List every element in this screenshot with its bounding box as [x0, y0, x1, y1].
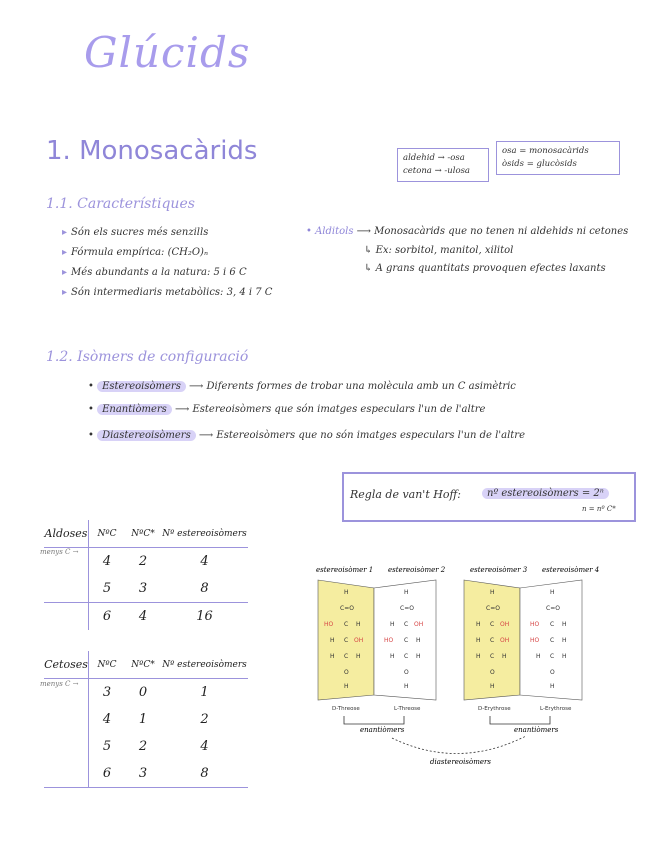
svg-text:H: H [356, 653, 361, 660]
stereo-label-1: estereoisòmer 1 [316, 566, 374, 574]
svg-text:H: H [390, 653, 395, 660]
column-header: NºC [89, 651, 126, 679]
section-heading-monosacarids: 1. Monosacàrids [46, 136, 258, 166]
definitions-box [496, 141, 620, 175]
definition-osids: òsids = glucòsids [502, 159, 577, 169]
table-header-row [44, 520, 248, 548]
svg-text:C: C [344, 621, 349, 628]
diastereo-arc [392, 736, 526, 754]
svg-text:H: H [502, 653, 507, 660]
svg-text:C: C [550, 653, 555, 660]
table-title: Aldoses [44, 520, 89, 548]
term-highlight: Estereoisòmers [97, 381, 186, 392]
svg-text:C=O: C=O [340, 605, 354, 612]
rule-label: Regla de van't Hoff: [350, 488, 461, 501]
rule-note: n = nº C* [582, 505, 616, 513]
svg-text:H: H [550, 589, 555, 596]
stereo-label-3: estereoisòmer 3 [470, 566, 528, 574]
name-d-threose: D-Threose [332, 706, 360, 712]
svg-text:HO: HO [530, 637, 540, 644]
alditols-effect: ↳ A grans quantitats provoquen efectes laxants [364, 263, 606, 274]
suffix-line-cetona: cetona → -ulosa [403, 166, 471, 176]
svg-text:C: C [550, 637, 555, 644]
subheading-isomers: 1.2. Isòmers de configuració [46, 349, 249, 365]
term-highlight: Diastereoisòmers [97, 430, 196, 441]
svg-text:H: H [476, 621, 481, 628]
subheading-caracteristiques: 1.1. Característiques [46, 196, 195, 212]
name-l-erythrose: L-Erythrose [540, 706, 572, 712]
svg-text:O: O [490, 669, 495, 676]
right-pair-label: enantiòmers [514, 726, 559, 734]
svg-text:H: H [562, 653, 567, 660]
alditols-label: Alditols [315, 226, 354, 237]
alditols-line: • Alditols ⟶ Monosacàrids que no tenen ni aldehids ni cetones [306, 226, 629, 237]
svg-text:H: H [536, 653, 541, 660]
right-pair-bracket [490, 716, 550, 724]
isomer-item: • Enantiòmers ⟶ Estereoisòmers que són imatges especulars l'un de l'altre [88, 404, 486, 415]
left-pair-bracket [344, 716, 404, 724]
svg-text:OH: OH [500, 621, 510, 628]
page-title: Glúcids [84, 28, 251, 77]
isomer-item: • Diastereoisòmers ⟶ Estereoisòmers que no són imatges especulars l'un de l'altre [88, 430, 525, 441]
table-row: 4 1 2 [44, 706, 248, 733]
table-row: 6 4 16 [44, 603, 248, 631]
svg-text:H: H [562, 637, 567, 644]
svg-text:OH: OH [500, 637, 510, 644]
svg-text:H: H [416, 653, 421, 660]
svg-text:C: C [404, 653, 409, 660]
column-header: NºC [89, 520, 126, 548]
name-d-erythrose: D-Erythrose [478, 706, 511, 712]
svg-text:C: C [490, 653, 495, 660]
svg-text:H: H [344, 589, 349, 596]
table-header-row [44, 651, 248, 679]
svg-text:C: C [490, 621, 495, 628]
svg-text:H: H [330, 653, 335, 660]
svg-text:C: C [404, 621, 409, 628]
alditols-example: ↳ Ex: sorbitol, manitol, xilitol [364, 245, 514, 256]
svg-text:H: H [330, 637, 335, 644]
svg-text:HO: HO [530, 621, 540, 628]
bullet-item: ▸ Són intermediaris metabòlics: 3, 4 i 7 C [62, 287, 273, 298]
term-highlight: Enantiòmers [97, 404, 172, 415]
bullet-item: ▸ Fórmula empírica: (CH₂O)ₙ [62, 247, 209, 258]
svg-text:O: O [404, 669, 409, 676]
left-pair-label: enantiòmers [360, 726, 405, 734]
svg-text:H: H [390, 621, 395, 628]
svg-text:H: H [476, 653, 481, 660]
cetoses-side-note: menys C → [40, 680, 79, 688]
svg-text:OH: OH [414, 621, 424, 628]
definition-osa: osa = monosacàrids [502, 146, 589, 156]
name-l-threose: L-Threose [394, 706, 421, 712]
table-row: 3 0 1 [44, 679, 248, 707]
svg-text:H: H [562, 621, 567, 628]
svg-text:H: H [356, 621, 361, 628]
svg-text:H: H [490, 589, 495, 596]
isomer-item: • Estereoisòmers ⟶ Diferents formes de trobar una molècula amb un C asimètric [88, 381, 516, 392]
diastereo-label: diastereoisòmers [430, 758, 491, 766]
svg-text:H: H [404, 589, 409, 596]
stereoisomers-diagram [308, 560, 608, 770]
bullet-item: ▸ Són els sucres més senzills [62, 227, 209, 238]
svg-text:C: C [344, 653, 349, 660]
svg-text:C=O: C=O [486, 605, 500, 612]
stereo-label-4: estereoisòmer 4 [542, 566, 600, 574]
svg-text:HO: HO [384, 637, 394, 644]
stereo-label-2: estereoisòmer 2 [388, 566, 446, 574]
cetoses-table [44, 651, 248, 788]
column-header: NºC* [125, 651, 161, 679]
svg-text:H: H [344, 683, 349, 690]
svg-text:C: C [404, 637, 409, 644]
svg-text:HO: HO [324, 621, 334, 628]
svg-text:O: O [344, 669, 349, 676]
table-row: 4 2 4 [44, 548, 248, 576]
table-row: 5 2 4 [44, 733, 248, 760]
svg-text:H: H [416, 637, 421, 644]
rule-formula: nº estereoisòmers = 2ⁿ [482, 488, 609, 499]
aldoses-side-note: menys C → [40, 548, 79, 556]
svg-text:C: C [344, 637, 349, 644]
aldoses-table [44, 520, 248, 630]
svg-text:H: H [550, 683, 555, 690]
svg-text:O: O [550, 669, 555, 676]
suffix-line-aldehid: aldehid → -osa [403, 153, 465, 163]
table-row: 5 3 8 [44, 575, 248, 603]
svg-text:H: H [490, 683, 495, 690]
svg-text:C=O: C=O [546, 605, 560, 612]
column-header: NºC* [125, 520, 161, 548]
svg-text:C: C [490, 637, 495, 644]
bullet-item: ▸ Més abundants a la natura: 5 i 6 C [62, 267, 247, 278]
svg-text:C=O: C=O [400, 605, 414, 612]
column-header: Nº estereoisòmers [161, 651, 248, 679]
vant-hoff-rule-box [342, 472, 636, 522]
column-header: Nº estereoisòmers [161, 520, 248, 548]
svg-text:H: H [476, 637, 481, 644]
svg-text:H: H [404, 683, 409, 690]
table-title: Cetoses [44, 651, 89, 679]
svg-text:OH: OH [354, 637, 364, 644]
table-row: 6 3 8 [44, 760, 248, 788]
svg-text:C: C [550, 621, 555, 628]
suffix-box [397, 148, 489, 182]
